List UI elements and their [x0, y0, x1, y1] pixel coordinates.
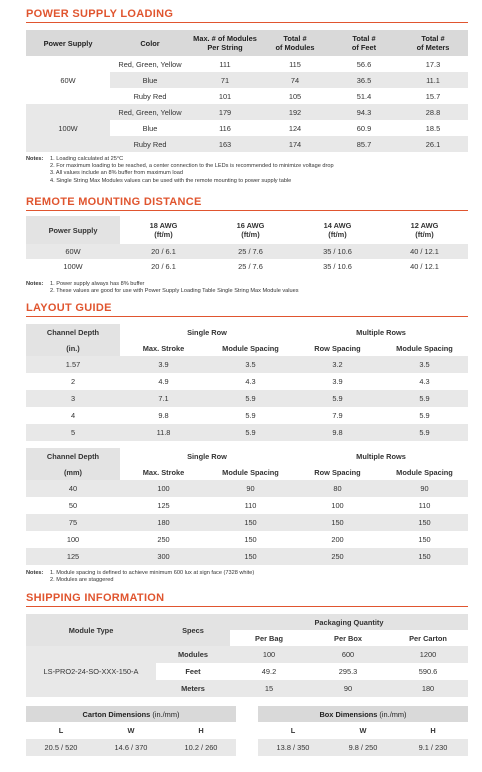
- table-cell: 35 / 10.6: [323, 262, 352, 271]
- table-cell: Ruby Red: [110, 136, 190, 152]
- table-cell: 17.3: [425, 59, 441, 69]
- table-cell: 40 / 12.1: [381, 244, 468, 259]
- table-cell: 36.5: [330, 72, 398, 88]
- table-cell: 74: [260, 72, 330, 88]
- note-text: 1. Module spacing is defined to achieve minimum 600 lux at sign face (7328 white): [50, 570, 255, 576]
- table-subheader-row: [26, 464, 468, 480]
- section-title-shipping-information: SHIPPING INFORMATION: [26, 592, 165, 604]
- table-cell: 15: [230, 680, 308, 697]
- header-width: W: [127, 726, 135, 735]
- power-supply-cell: 60W: [60, 75, 76, 85]
- table-cell: 51.4: [356, 91, 372, 101]
- table-row: [26, 480, 468, 497]
- table-subheader-row: [26, 340, 468, 356]
- table-cell: 9.8: [158, 411, 169, 420]
- table-cell: 5.9: [207, 390, 294, 407]
- table-cell: 10.2 / 260: [166, 739, 236, 756]
- table-cell: 5.9: [245, 411, 256, 420]
- table-cell: 115: [289, 59, 301, 69]
- section-rule: [26, 210, 468, 211]
- table-row: [26, 407, 468, 424]
- table-row: [26, 56, 468, 72]
- table-cell: 85.7: [330, 136, 398, 152]
- table-header-row: [26, 216, 468, 244]
- header-text: (ft/m): [154, 230, 173, 239]
- header-length: L: [58, 726, 64, 735]
- table-cell: 80: [294, 480, 381, 497]
- layout-guide-notes: [26, 570, 254, 584]
- table-cell: 3.9: [120, 356, 207, 373]
- table-cell: 20.5 / 520: [26, 739, 96, 756]
- section-rule: [26, 22, 468, 23]
- table-cell: 90: [207, 480, 294, 497]
- note-line: [26, 281, 299, 288]
- table-cell: 26.1: [398, 136, 468, 152]
- header-channel-depth: Channel Depth: [26, 448, 120, 464]
- unit-text: (in./mm): [152, 709, 180, 719]
- header-text: Color: [140, 38, 160, 48]
- table-cell: 11.1: [398, 72, 468, 88]
- header-length: L: [290, 726, 296, 735]
- table-cell: Red, Green, Yellow: [110, 104, 190, 120]
- table-cell: 105: [288, 91, 302, 101]
- header-row-spacing: Row Spacing: [314, 343, 361, 353]
- table-cell: 7.1: [120, 390, 207, 407]
- header-module-spacing: Module Spacing: [396, 343, 453, 353]
- header-single-row: Single Row: [187, 451, 227, 461]
- header-text: 14 AWG: [323, 221, 352, 230]
- table-header-row: [26, 30, 468, 56]
- table-cell: 1200: [388, 646, 468, 663]
- table-cell: 3.5: [381, 356, 468, 373]
- header-module-spacing: Module Spacing: [222, 467, 279, 477]
- table-cell: 100: [120, 480, 207, 497]
- table-cell: 163: [190, 136, 260, 152]
- table-cell: 9.8: [294, 424, 381, 441]
- table-cell: 90: [381, 480, 468, 497]
- table-cell: 14.6 / 370: [96, 739, 166, 756]
- header-channel-depth: Channel Depth: [26, 324, 120, 340]
- remote-mounting-notes: [26, 281, 299, 295]
- layout-guide-inches-table: [26, 324, 468, 441]
- table-cell: 20 / 6.1: [120, 244, 207, 259]
- table-cell: 56.6: [356, 59, 372, 69]
- note-line: 2. These values are good for use with Power Supply Loading Table Single String Max Module values: [50, 288, 299, 295]
- table-cell: Red, Green, Yellow: [118, 59, 182, 69]
- box-dimensions-table: [258, 706, 468, 756]
- header-18-awg: [120, 216, 207, 244]
- table-cell: 600: [308, 646, 388, 663]
- table-cell: 40 / 12.1: [410, 262, 439, 271]
- header-total-meters: [398, 30, 468, 56]
- table-cell: 35 / 10.6: [294, 244, 381, 259]
- spec-label: Meters: [156, 680, 230, 697]
- header-text: Total #: [283, 34, 307, 43]
- table-cell: 40: [26, 480, 120, 497]
- table-cell: 75: [26, 514, 120, 531]
- table-cell: 150: [381, 548, 468, 565]
- table-cell: 295.3: [338, 667, 358, 676]
- table-row: [26, 104, 468, 120]
- table-header-row: [258, 706, 468, 722]
- table-cell: 9.1 / 230: [398, 739, 468, 756]
- header-text: Power Supply: [43, 38, 93, 48]
- header-text: Total #: [352, 34, 376, 43]
- header-max-stroke: Max. Stroke: [142, 467, 185, 477]
- table-cell: 116: [219, 123, 231, 133]
- table-cell: 13.8 / 350: [258, 739, 328, 756]
- table-row: [26, 390, 468, 407]
- table-row: [26, 244, 468, 259]
- header-power-supply: Power Supply: [26, 216, 120, 244]
- table-row: [26, 646, 468, 663]
- table-cell: 150: [207, 514, 294, 531]
- table-cell: 150: [418, 535, 431, 544]
- note-line: [26, 156, 334, 163]
- module-type-cell: LS-PRO2-24-SO-XXX-150-A: [26, 646, 156, 697]
- header-height: H: [430, 726, 436, 735]
- header-packaging-quantity: Packaging Quantity: [230, 614, 468, 630]
- header-total-feet: [330, 30, 398, 56]
- table-cell: Ruby Red: [133, 91, 167, 101]
- header-height: H: [198, 726, 204, 735]
- header-16-awg: [207, 216, 294, 244]
- header-total-modules: [260, 30, 330, 56]
- notes-label: Notes:: [26, 156, 44, 162]
- header-per-carton: Per Carton: [409, 633, 447, 643]
- header-text: 18 AWG: [149, 221, 178, 230]
- table-cell: 179: [190, 104, 260, 120]
- table-cell: 125: [26, 548, 120, 565]
- table-cell: 4.3: [419, 377, 430, 386]
- header-specs: Specs: [156, 614, 230, 646]
- notes-label: Notes:: [26, 570, 44, 576]
- header-per-bag: Per Bag: [255, 633, 283, 643]
- header-text: (ft/m): [241, 230, 260, 239]
- table-cell: 150: [244, 535, 257, 544]
- table-cell: 5.9: [381, 390, 468, 407]
- header-14-awg: [294, 216, 381, 244]
- table-cell: 5.9: [419, 411, 430, 420]
- table-cell: 94.3: [330, 104, 398, 120]
- table-cell: 71: [190, 72, 260, 88]
- table-header-row: [26, 614, 468, 630]
- table-cell: 110: [244, 501, 257, 510]
- table-header-row: [26, 324, 468, 340]
- table-cell: 180: [120, 514, 207, 531]
- table-cell: 100: [66, 535, 80, 544]
- header-text: of Modules: [275, 43, 315, 52]
- header-text: (ft/m): [328, 230, 347, 239]
- header-multiple-rows: Multiple Rows: [356, 327, 406, 337]
- header-max-modules: [190, 30, 260, 56]
- table-cell: 3.9: [332, 377, 343, 386]
- table-row: [26, 373, 468, 390]
- shipping-table: [26, 614, 468, 697]
- header-text: 16 AWG: [236, 221, 265, 230]
- note-line: [26, 570, 254, 577]
- table-cell: 150: [207, 548, 294, 565]
- table-header-row: [26, 448, 468, 464]
- table-cell: 150: [381, 514, 468, 531]
- table-cell: 90: [308, 680, 388, 697]
- table-cell: 5.9: [207, 424, 294, 441]
- table-cell: 49.2: [261, 667, 277, 676]
- note-text: 1. Loading calculated at 25°C: [50, 156, 124, 162]
- table-cell: 125: [157, 501, 170, 510]
- header-per-box: Per Box: [334, 633, 362, 643]
- box-dimensions-title: [258, 706, 468, 722]
- table-cell: 124: [288, 123, 302, 133]
- table-cell: 3.5: [207, 356, 294, 373]
- note-line: 2. Modules are staggered: [50, 577, 114, 584]
- table-cell: 4.3: [245, 377, 256, 386]
- table-cell: 2: [70, 377, 76, 386]
- header-max-stroke: Max. Stroke: [142, 343, 185, 353]
- header-multiple-rows: Multiple Rows: [356, 451, 406, 461]
- table-cell: 101: [218, 91, 232, 101]
- table-row: [26, 424, 468, 441]
- table-cell: 174: [260, 136, 330, 152]
- table-cell: 111: [219, 59, 231, 69]
- table-cell: 50: [68, 501, 78, 510]
- table-cell: 4.9: [158, 377, 169, 386]
- table-row: [26, 259, 468, 274]
- header-channel-unit: (mm): [26, 464, 120, 480]
- table-cell: 4: [70, 411, 76, 420]
- table-cell: 300: [120, 548, 207, 565]
- table-cell: 18.5: [425, 123, 441, 133]
- note-line: 3. All values include an 8% buffer from maximum load: [50, 170, 183, 177]
- table-cell: 250: [157, 535, 170, 544]
- section-rule: [26, 606, 468, 607]
- table-cell: 590.6: [418, 667, 438, 676]
- table-cell: Blue: [110, 72, 190, 88]
- header-module-spacing: Module Spacing: [396, 467, 453, 477]
- power-supply-cell: 100W: [26, 104, 110, 152]
- table-row: [26, 531, 468, 548]
- carton-dimensions-title: [26, 706, 236, 722]
- table-subheader-row: [26, 722, 236, 739]
- layout-guide-mm-table: [26, 448, 468, 565]
- header-color: [110, 30, 190, 56]
- table-row: [26, 514, 468, 531]
- header-text: of Feet: [351, 43, 377, 52]
- header-12-awg: [381, 216, 468, 244]
- note-line: 2. For maximum loading to be reached, a center connection to the LEDs is recommended to minimize voltage drop: [50, 163, 334, 170]
- table-cell: 1.57: [26, 356, 120, 373]
- table-cell: 100: [331, 501, 344, 510]
- header-power-supply: [26, 30, 110, 56]
- table-cell: 250: [294, 548, 381, 565]
- table-header-row: [26, 706, 236, 722]
- table-cell: 150: [294, 514, 381, 531]
- notes-label: Notes:: [26, 281, 44, 287]
- table-cell: 15.7: [425, 91, 441, 101]
- table-cell: 5: [26, 424, 120, 441]
- section-rule: [26, 316, 468, 317]
- table-row: [26, 497, 468, 514]
- note-text: 1. Power supply always has 8% buffer: [50, 281, 145, 287]
- table-cell: 20 / 6.1: [151, 262, 176, 271]
- table-cell: Blue: [142, 123, 158, 133]
- table-row: [26, 739, 236, 756]
- header-text: (ft/m): [415, 230, 434, 239]
- table-cell: 9.8 / 250: [328, 739, 398, 756]
- remote-mounting-table: [26, 216, 468, 274]
- spec-label: Feet: [185, 667, 201, 676]
- spec-label: Modules: [156, 646, 230, 663]
- table-cell: 110: [418, 501, 431, 510]
- title-text: Carton Dimensions: [82, 709, 151, 719]
- section-title-layout-guide: LAYOUT GUIDE: [26, 302, 112, 314]
- table-row: [26, 548, 468, 565]
- table-cell: 25 / 7.6: [238, 262, 263, 271]
- table-cell: 11.8: [120, 424, 207, 441]
- table-cell: 180: [388, 680, 468, 697]
- header-text: Max. # of Modules: [193, 34, 257, 43]
- table-cell: 3.2: [294, 356, 381, 373]
- header-module-type: Module Type: [26, 614, 156, 646]
- header-text: Per String: [207, 43, 243, 52]
- table-subheader-row: [258, 722, 468, 739]
- table-cell: 3: [26, 390, 120, 407]
- table-cell: 100W: [63, 262, 83, 271]
- table-cell: 5.9: [294, 390, 381, 407]
- table-cell: 60.9: [356, 123, 372, 133]
- header-channel-unit: (in.): [26, 340, 120, 356]
- header-width: W: [359, 726, 367, 735]
- header-module-spacing: Module Spacing: [222, 343, 279, 353]
- section-title-power-supply-loading: POWER SUPPLY LOADING: [26, 8, 174, 20]
- title-text: Box Dimensions: [319, 709, 378, 719]
- header-text: 12 AWG: [410, 221, 439, 230]
- power-supply-loading-table: [26, 30, 468, 152]
- header-text: of Meters: [416, 43, 450, 52]
- table-cell: 25 / 7.6: [207, 244, 294, 259]
- table-cell: 100: [230, 646, 308, 663]
- table-cell: 60W: [26, 244, 120, 259]
- note-line: 4. Single String Max Modules values can be used with the remote mounting to power supply table: [50, 177, 292, 184]
- table-cell: 28.8: [398, 104, 468, 120]
- header-text: Total #: [421, 34, 445, 43]
- section-title-remote-mounting: REMOTE MOUNTING DISTANCE: [26, 196, 202, 208]
- power-supply-notes: [26, 156, 334, 185]
- table-cell: 5.9: [381, 424, 468, 441]
- table-cell: 7.9: [332, 411, 343, 420]
- header-single-row: Single Row: [187, 327, 227, 337]
- header-row-spacing: Row Spacing: [314, 467, 361, 477]
- table-row: [258, 739, 468, 756]
- table-cell: 200: [331, 535, 344, 544]
- carton-dimensions-table: [26, 706, 236, 756]
- unit-text: (in./mm): [379, 709, 407, 719]
- table-row: [26, 356, 468, 373]
- table-cell: 192: [260, 104, 330, 120]
